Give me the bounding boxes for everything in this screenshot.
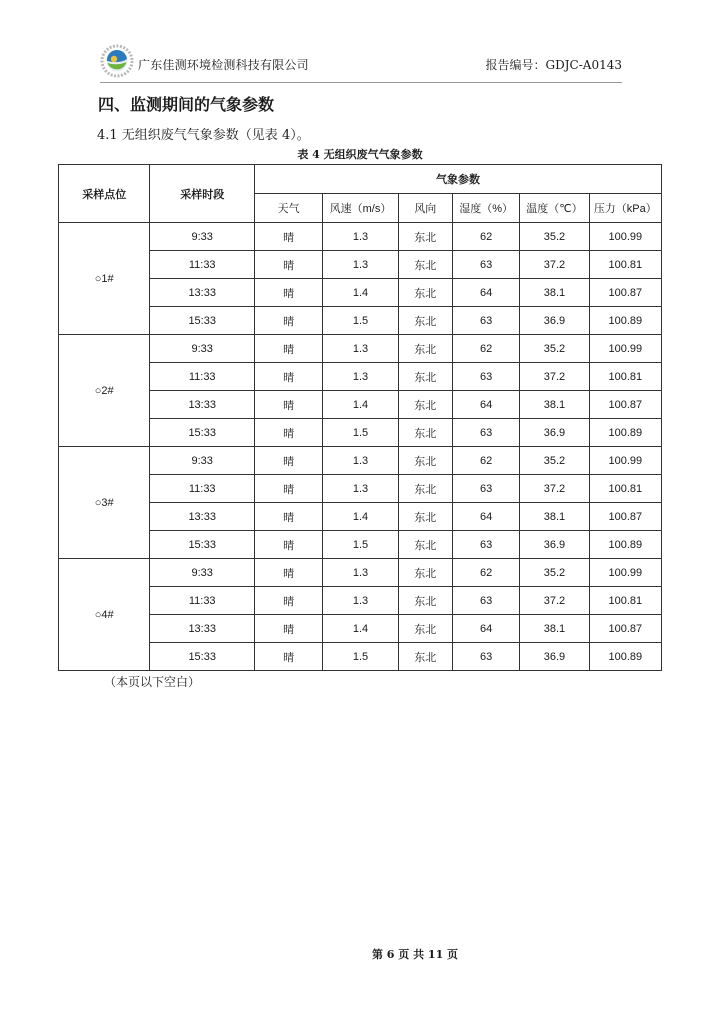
header-location: 采样点位 — [59, 165, 150, 223]
cell-pressure: 100.99 — [589, 335, 661, 363]
page-header — [100, 44, 630, 84]
cell-pressure: 100.81 — [589, 363, 661, 391]
cell-wind-direction: 东北 — [398, 223, 452, 251]
cell-pressure: 100.89 — [589, 307, 661, 335]
cell-wind-direction: 东北 — [398, 559, 452, 587]
cell-wind-speed: 1.5 — [323, 531, 398, 559]
cell-weather: 晴 — [254, 475, 322, 503]
cell-wind-direction: 东北 — [398, 419, 452, 447]
cell-weather: 晴 — [254, 615, 322, 643]
cell-humidity: 63 — [452, 587, 519, 615]
cell-location: ○1# — [59, 223, 150, 335]
cell-wind-speed: 1.4 — [323, 279, 398, 307]
cell-temperature: 35.2 — [520, 223, 589, 251]
cell-weather: 晴 — [254, 587, 322, 615]
cell-humidity: 62 — [452, 223, 519, 251]
cell-wind-direction: 东北 — [398, 587, 452, 615]
header-pressure: 压力（kPa） — [589, 194, 661, 223]
cell-wind-direction: 东北 — [398, 503, 452, 531]
cell-temperature: 38.1 — [520, 391, 589, 419]
cell-time: 13:33 — [150, 615, 255, 643]
cell-wind-speed: 1.3 — [323, 559, 398, 587]
cell-wind-direction: 东北 — [398, 447, 452, 475]
cell-wind-direction: 东北 — [398, 475, 452, 503]
cell-pressure: 100.99 — [589, 447, 661, 475]
cell-pressure: 100.81 — [589, 475, 661, 503]
cell-humidity: 63 — [452, 419, 519, 447]
cell-wind-speed: 1.3 — [323, 447, 398, 475]
cell-wind-speed: 1.3 — [323, 251, 398, 279]
cell-pressure: 100.81 — [589, 587, 661, 615]
cell-humidity: 62 — [452, 447, 519, 475]
cell-weather: 晴 — [254, 503, 322, 531]
table-caption: 表 4 无组织废气气象参数 — [297, 148, 423, 161]
cell-pressure: 100.81 — [589, 251, 661, 279]
cell-humidity: 64 — [452, 391, 519, 419]
cell-temperature: 36.9 — [520, 307, 589, 335]
cell-weather: 晴 — [254, 419, 322, 447]
cell-wind-direction: 东北 — [398, 531, 452, 559]
cell-weather: 晴 — [254, 335, 322, 363]
subsection-title: 4.1 无组织废气气象参数（见表 4）。 — [97, 128, 310, 143]
cell-temperature: 35.2 — [520, 559, 589, 587]
cell-pressure: 100.87 — [589, 503, 661, 531]
cell-weather: 晴 — [254, 363, 322, 391]
cell-time: 11:33 — [150, 363, 255, 391]
cell-weather: 晴 — [254, 251, 322, 279]
cell-pressure: 100.87 — [589, 615, 661, 643]
cell-weather: 晴 — [254, 559, 322, 587]
cell-wind-speed: 1.3 — [323, 223, 398, 251]
cell-weather: 晴 — [254, 279, 322, 307]
table-row — [59, 223, 662, 251]
cell-time: 15:33 — [150, 531, 255, 559]
cell-location: ○2# — [59, 335, 150, 447]
cell-wind-speed: 1.4 — [323, 391, 398, 419]
weather-parameters-table — [58, 164, 662, 671]
cell-pressure: 100.89 — [589, 419, 661, 447]
cell-wind-speed: 1.4 — [323, 615, 398, 643]
header-group: 气象参数 — [254, 165, 661, 194]
cell-humidity: 63 — [452, 475, 519, 503]
cell-wind-speed: 1.5 — [323, 419, 398, 447]
section-title: 四、监测期间的气象参数 — [98, 95, 275, 114]
company-name: 广东佳测环境检测科技有限公司 — [138, 58, 309, 72]
table-body — [59, 223, 662, 671]
company-logo-icon — [100, 44, 134, 78]
table-row — [59, 559, 662, 587]
cell-time: 9:33 — [150, 559, 255, 587]
cell-wind-speed: 1.5 — [323, 643, 398, 671]
cell-wind-direction: 东北 — [398, 279, 452, 307]
cell-temperature: 35.2 — [520, 335, 589, 363]
header-wind-speed: 风速（m/s） — [323, 194, 398, 223]
blank-page-note: （本页以下空白） — [104, 675, 201, 689]
cell-temperature: 37.2 — [520, 475, 589, 503]
cell-time: 13:33 — [150, 503, 255, 531]
cell-temperature: 35.2 — [520, 447, 589, 475]
header-temperature: 温度（℃） — [520, 194, 589, 223]
cell-wind-direction: 东北 — [398, 363, 452, 391]
header-period: 采样时段 — [150, 165, 255, 223]
cell-temperature: 37.2 — [520, 363, 589, 391]
cell-time: 11:33 — [150, 251, 255, 279]
cell-humidity: 64 — [452, 615, 519, 643]
cell-wind-direction: 东北 — [398, 615, 452, 643]
cell-time: 11:33 — [150, 475, 255, 503]
cell-humidity: 63 — [452, 531, 519, 559]
table-row — [59, 447, 662, 475]
header-humidity: 湿度（%） — [452, 194, 519, 223]
cell-time: 9:33 — [150, 447, 255, 475]
cell-humidity: 63 — [452, 643, 519, 671]
cell-humidity: 64 — [452, 279, 519, 307]
page-number: 第 6 页 共 11 页 — [371, 948, 459, 961]
cell-humidity: 63 — [452, 307, 519, 335]
cell-wind-speed: 1.5 — [323, 307, 398, 335]
cell-weather: 晴 — [254, 391, 322, 419]
cell-time: 15:33 — [150, 419, 255, 447]
cell-humidity: 64 — [452, 503, 519, 531]
header-weather: 天气 — [254, 194, 322, 223]
cell-pressure: 100.89 — [589, 531, 661, 559]
cell-temperature: 37.2 — [520, 587, 589, 615]
table-row — [59, 335, 662, 363]
cell-time: 11:33 — [150, 587, 255, 615]
cell-weather: 晴 — [254, 531, 322, 559]
header-wind-direction: 风向 — [398, 194, 452, 223]
cell-time: 15:33 — [150, 643, 255, 671]
cell-location: ○3# — [59, 447, 150, 559]
cell-wind-speed: 1.4 — [323, 503, 398, 531]
cell-temperature: 36.9 — [520, 531, 589, 559]
cell-humidity: 63 — [452, 251, 519, 279]
cell-pressure: 100.87 — [589, 279, 661, 307]
cell-time: 13:33 — [150, 391, 255, 419]
cell-pressure: 100.99 — [589, 223, 661, 251]
cell-temperature: 36.9 — [520, 643, 589, 671]
cell-wind-direction: 东北 — [398, 335, 452, 363]
cell-weather: 晴 — [254, 643, 322, 671]
cell-pressure: 100.87 — [589, 391, 661, 419]
cell-temperature: 38.1 — [520, 503, 589, 531]
cell-temperature: 37.2 — [520, 251, 589, 279]
cell-temperature: 38.1 — [520, 279, 589, 307]
cell-temperature: 36.9 — [520, 419, 589, 447]
cell-weather: 晴 — [254, 307, 322, 335]
cell-time: 9:33 — [150, 335, 255, 363]
cell-weather: 晴 — [254, 223, 322, 251]
cell-pressure: 100.99 — [589, 559, 661, 587]
header-divider — [100, 82, 622, 83]
cell-wind-direction: 东北 — [398, 251, 452, 279]
cell-location: ○4# — [59, 559, 150, 671]
cell-wind-direction: 东北 — [398, 643, 452, 671]
cell-weather: 晴 — [254, 447, 322, 475]
cell-wind-speed: 1.3 — [323, 363, 398, 391]
cell-humidity: 63 — [452, 363, 519, 391]
cell-time: 15:33 — [150, 307, 255, 335]
cell-pressure: 100.89 — [589, 643, 661, 671]
cell-humidity: 62 — [452, 559, 519, 587]
cell-wind-speed: 1.3 — [323, 587, 398, 615]
cell-wind-direction: 东北 — [398, 391, 452, 419]
cell-humidity: 62 — [452, 335, 519, 363]
cell-wind-direction: 东北 — [398, 307, 452, 335]
cell-time: 9:33 — [150, 223, 255, 251]
cell-wind-speed: 1.3 — [323, 475, 398, 503]
report-number: 报告编号：GDJC-A0143 — [485, 58, 622, 72]
cell-temperature: 38.1 — [520, 615, 589, 643]
cell-time: 13:33 — [150, 279, 255, 307]
cell-wind-speed: 1.3 — [323, 335, 398, 363]
